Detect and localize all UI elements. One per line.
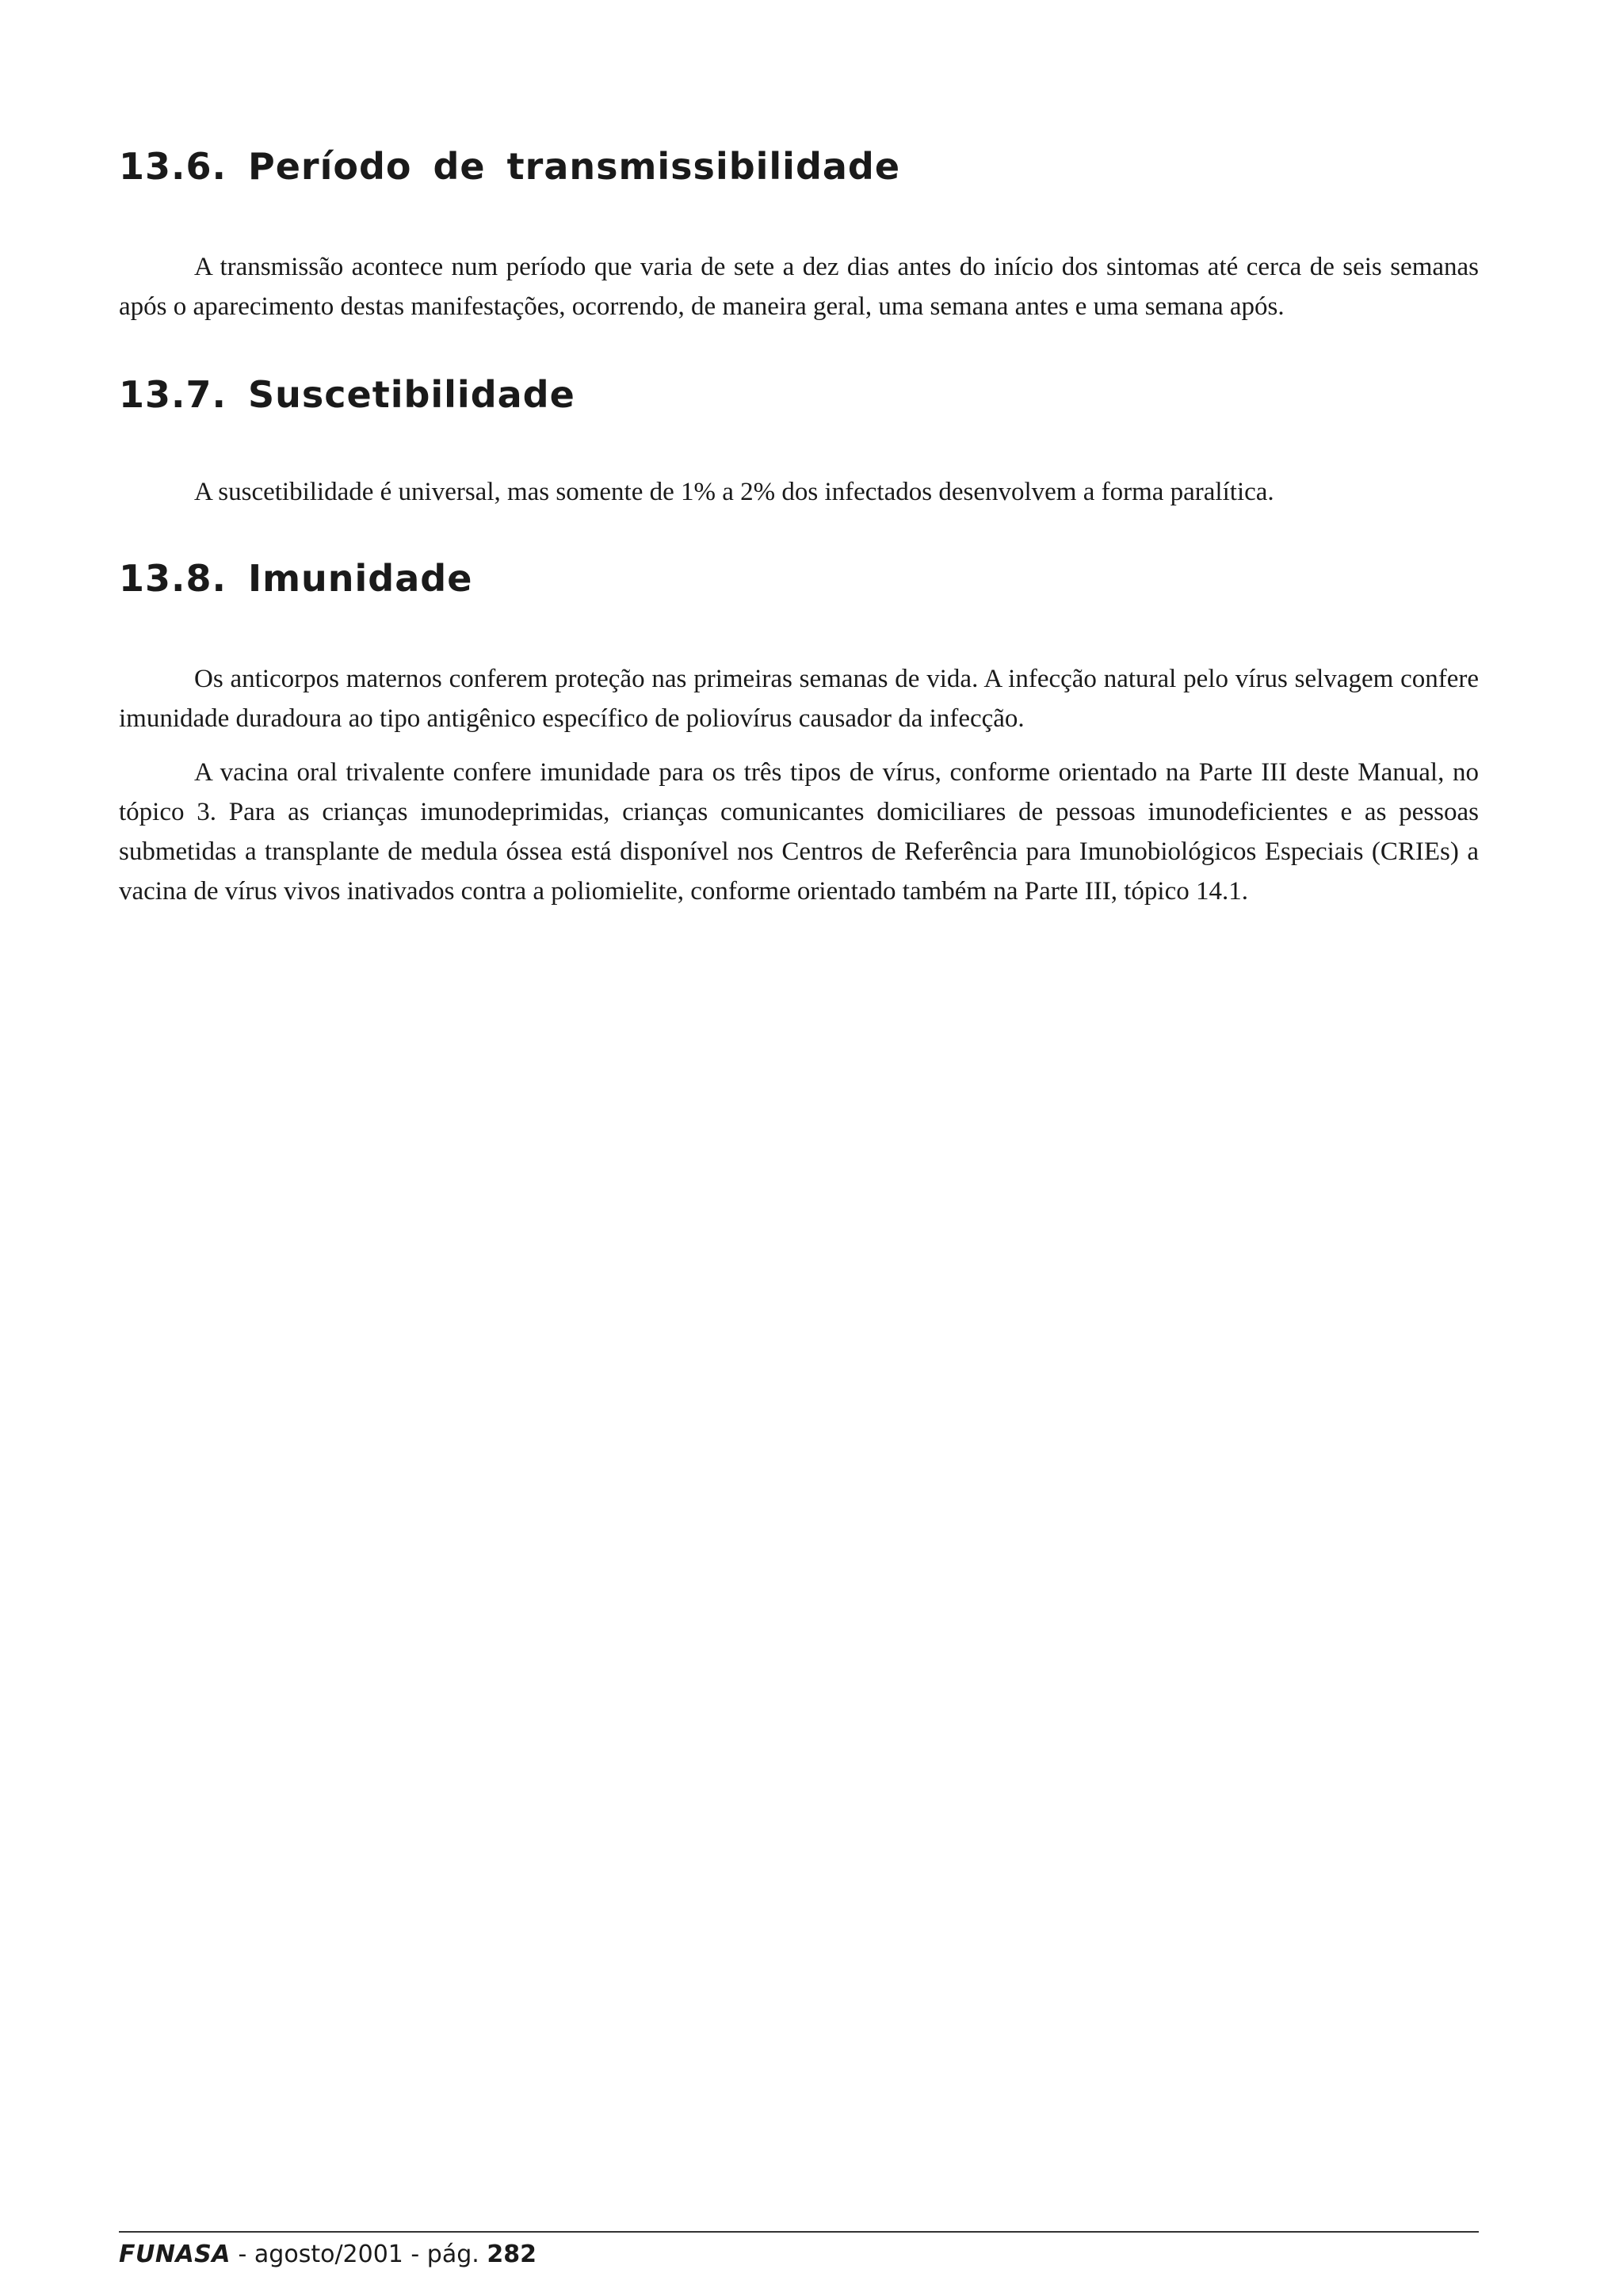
paragraph-imunidade-vacina: A vacina oral trivalente confere imunidade para os três tipos de vírus, conforme orientado na Parte III deste Manual, no tópico 3. Para as crianças imunodeprimidas, crianças comunicantes domiciliares de pessoas imunodeficientes e as pessoas submetidas a transplante de medula óssea está disponível nos Centros de Referência para Imunobiológicos Especiais (CRIEs) a vacina de vírus vivos inativados contra a poliomielite, conforme orientado também na Parte III, tópico 14.1. [119, 758, 1479, 906]
section-heading-imunidade: 13.8. Imunidade [119, 557, 473, 600]
paragraph-imunidade-anticorpos: Os anticorpos maternos conferem proteção nas primeiras semanas de vida. A infecção natural pelo vírus selvagem confere imunidade duradoura ao tipo antigênico específico de poliovírus causador da infecção. [119, 665, 1479, 733]
footer-date: - agosto/2001 - pág. [231, 2241, 487, 2268]
paragraph-transmissibilidade: A transmissão acontece num período que varia de sete a dez dias antes do início dos sintomas até cerca de seis semanas após o aparecimento destas manifestações, ocorrendo, de maneira geral, uma semana antes e uma semana após. [119, 253, 1479, 321]
paragraph-suscetibilidade: A suscetibilidade é universal, mas somente de 1% a 2% dos infectados desenvolvem a forma paralítica. [194, 478, 1274, 506]
page-footer [119, 2231, 1479, 2271]
section-heading-suscetibilidade: 13.7. Suscetibilidade [119, 373, 575, 416]
footer-page-number: 282 [487, 2241, 537, 2268]
section-heading-transmissibilidade: 13.6. Período de transmissibilidade [119, 145, 901, 188]
page-content [119, 143, 1479, 911]
footer-brand: FUNASA [119, 2241, 231, 2268]
